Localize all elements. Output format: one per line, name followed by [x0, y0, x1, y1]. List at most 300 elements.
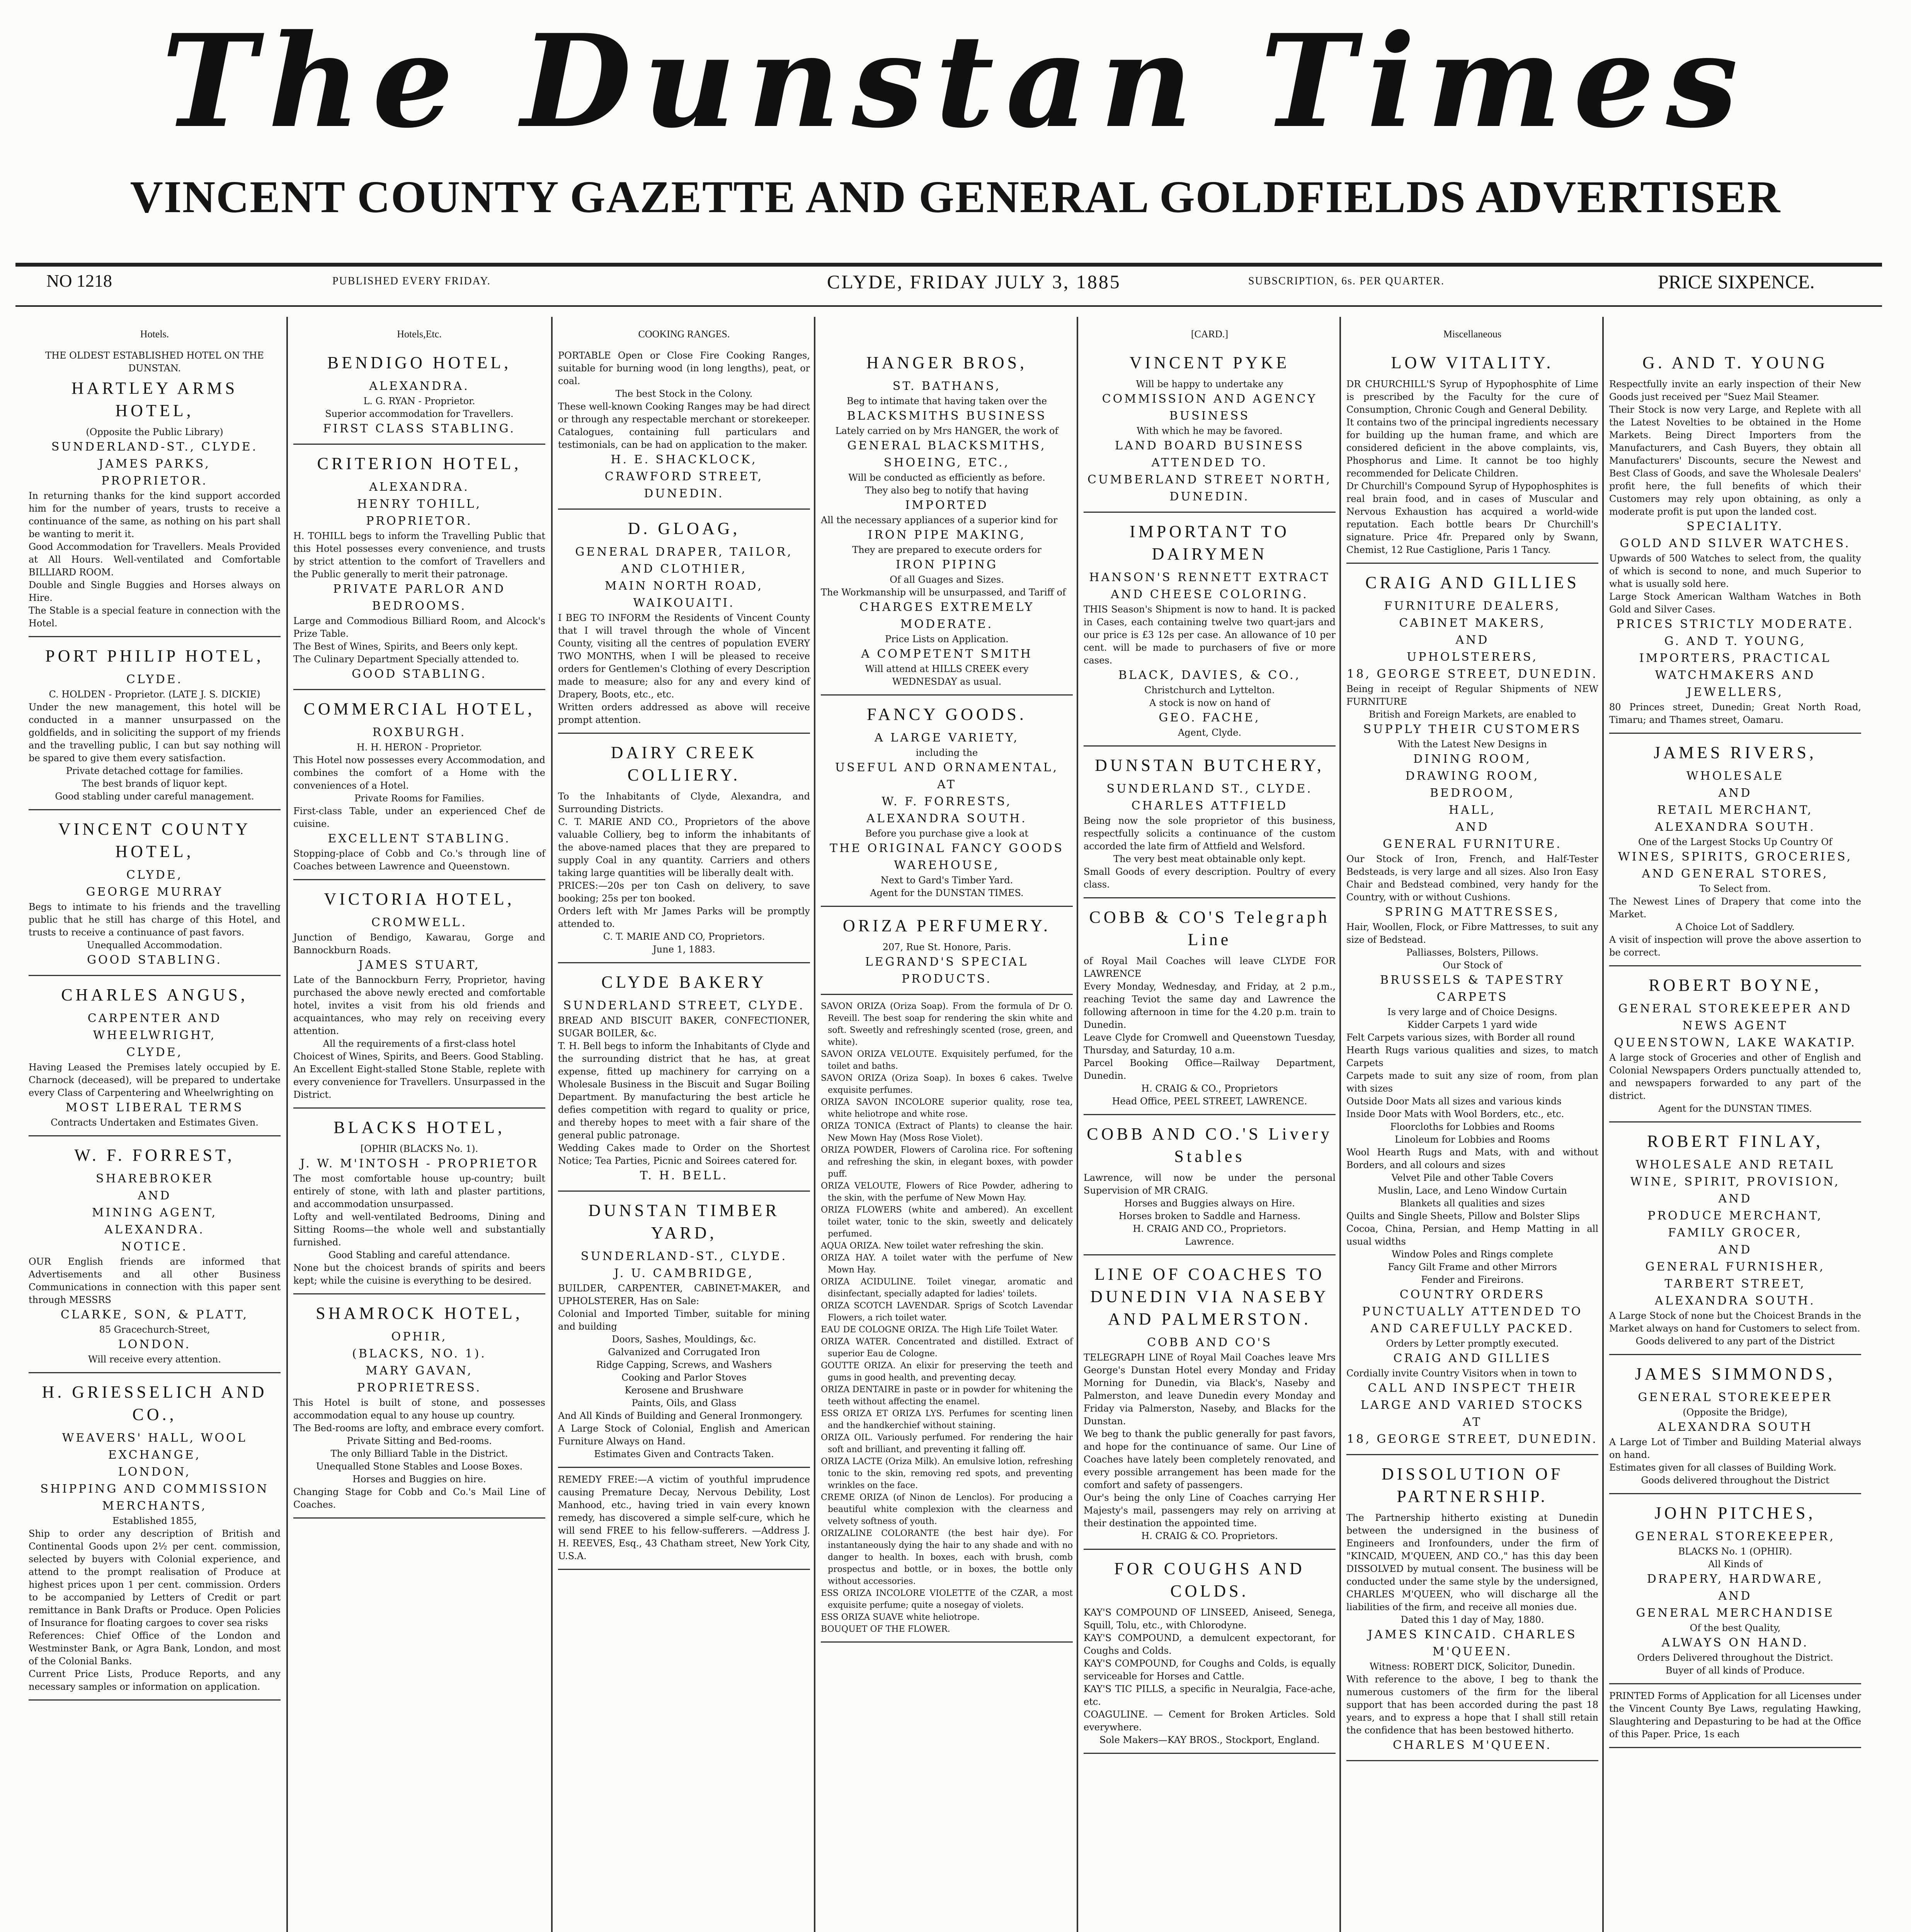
advertisement: [29, 976, 281, 1136]
ad-text: QUEENSTOWN, LAKE WAKATIP.: [1614, 1036, 1857, 1049]
ad-text: TARBERT STREET,: [1664, 1277, 1806, 1291]
ad-text: The Best of Wines, Spirits, and Beers only kept.: [293, 641, 518, 652]
ad-text: C. T. MARIE AND CO., Proprietors of the above valuable Colliery, beg to inform the inhabitants of the above-named places that they are prepared to supply Coal in any quantity. Carriers and others taking large quantities will be liberally dealt with.: [558, 816, 810, 878]
ad-text: AND: [1718, 1243, 1752, 1257]
ad-heading: DUNSTAN BUTCHERY,: [1095, 756, 1324, 775]
ad-text: Wool Hearth Rugs and Mats, with and without Borders, and all colours and sizes: [1346, 1147, 1598, 1170]
ad-heading: ROBERT BOYNE,: [1649, 976, 1822, 995]
ad-text: Unequalled Stone Stables and Loose Boxes.: [316, 1461, 523, 1472]
ad-text: Respectfully invite an early inspection of their New Goods just received per "Suez Mail Steamer.: [1609, 379, 1861, 402]
ad-text: REMEDY FREE:—A victim of youthful imprudence causing Premature Decay, Nervous Debility, Lost Manhood, etc., having tried in vain every known remedy, has discovered a simple self-cure, which he will send FREE to his fellow-sufferers. —Address J. H. REEVES, Esq., 43 Chatham street, New York City, U.S.A.: [558, 1474, 810, 1561]
ad-text: GENERAL FURNISHER,: [1645, 1260, 1825, 1274]
column-header: [CARD.]: [1191, 328, 1229, 340]
ad-text: SPRING MATTRESSES,: [1385, 905, 1560, 919]
product-item: ESS ORIZA SUAVE white heliotrope.: [821, 1612, 980, 1622]
ad-text: FURNITURE DEALERS,: [1384, 599, 1561, 613]
ad-text: H. H. HERON - Proprietor.: [356, 742, 482, 753]
ad-text: T. H. BELL.: [640, 1169, 728, 1182]
ad-text: CRAWFORD STREET,: [604, 470, 764, 483]
column-1: [23, 325, 286, 1932]
ad-text: CABINET MAKERS,: [1399, 616, 1546, 630]
ad-text: (Opposite the Public Library): [86, 427, 223, 437]
product-item: ORIZA WATER. Concentrated and distilled. Extract of superior Eau de Cologne.: [821, 1337, 1073, 1359]
ad-text: Blankets all qualities and sizes: [1400, 1198, 1545, 1209]
advertisement: [1084, 1255, 1336, 1550]
ad-text: BLACKS No. 1 (OPHIR).: [1678, 1546, 1792, 1557]
ad-text: CHARLES ATTFIELD: [1131, 799, 1288, 813]
subscription-price: SUBSCRIPTION, 6s. PER QUARTER.: [1248, 275, 1445, 287]
ad-heading: JOHN PITCHES,: [1654, 1503, 1816, 1522]
issue-date: CLYDE, FRIDAY JULY 3, 1885: [827, 271, 1121, 293]
ad-text: [OPHIR (BLACKS No. 1).: [360, 1143, 478, 1154]
ad-text: ST. BATHANS,: [892, 379, 1001, 393]
column-rule: [551, 317, 553, 1932]
ad-text: Private Sitting and Bed-rooms.: [347, 1435, 492, 1446]
ad-text: The Bed-rooms are lofty, and embrace every comfort.: [293, 1423, 545, 1434]
advertisement: [1609, 734, 1861, 966]
ad-text: C. HOLDEN - Proprietor. (LATE J. S. DICKIE): [49, 689, 260, 700]
ad-text: SPECIALITY.: [1686, 520, 1784, 533]
ad-heading: LOW VITALITY.: [1391, 353, 1554, 372]
ad-text: Inside Door Mats with Wool Borders, etc., etc.: [1346, 1109, 1564, 1119]
ad-text: J. W. M'INTOSH - PROPRIETOR: [300, 1157, 539, 1170]
advertisement: [293, 880, 545, 1109]
ad-text: Colonial and Imported Timber, suitable for mining and building: [558, 1308, 810, 1332]
ad-text: Sole Makers—KAY BROS., Stockport, England.: [1099, 1735, 1320, 1745]
ad-text: PROPRIETOR.: [366, 514, 473, 528]
ad-text: Written orders addressed as above will receive prompt attention.: [558, 702, 810, 725]
ad-text: EXCELLENT STABLING.: [328, 832, 511, 845]
ad-text: Will be happy to undertake any: [1136, 379, 1283, 389]
ad-text: ALEXANDRA SOUTH.: [1655, 1294, 1816, 1308]
ad-text: CHARLES M'QUEEN.: [1393, 1738, 1552, 1752]
ad-text: HANSON'S RENNETT EXTRACT AND CHEESE COLORING.: [1089, 571, 1330, 601]
ad-text: And All Kinds of Building and General Ironmongery.: [558, 1410, 803, 1421]
ad-text: BLACKSMITHS BUSINESS: [847, 409, 1047, 423]
masthead: [0, 0, 1911, 294]
advertisement: [1609, 966, 1861, 1122]
ad-text: I BEG TO INFORM the Residents of Vincent County that I will travel through the whole of Vincent County, visiting all the centres of population EVERY TWO MONTHS, when I will be pleased to receive orders for Gentlemen's Clothing of every Description made to measure; also for any and every kind of Drapery, Boots, etc., etc.: [558, 612, 810, 700]
ad-text: ALEXANDRA SOUTH: [1657, 1420, 1813, 1434]
advertisement: [1084, 1115, 1336, 1255]
advertisement: [1609, 344, 1861, 734]
advertisement: [293, 690, 545, 880]
ad-text: Felt Carpets various sizes, with Border all round: [1346, 1032, 1575, 1043]
ad-text: These well-known Cooking Ranges may be had direct or through any respectable merchant or storekeeper. Catalogues, containing full particulars and testimonials, can be had on application to the maker.: [558, 401, 810, 450]
product-item: ORIZA VELOUTE, Flowers of Rice Powder, adhering to the skin, with the perfume of New Mown Hay.: [821, 1181, 1073, 1203]
ad-text: Cordially invite Country Visitors when in town to: [1346, 1368, 1577, 1379]
ad-text: One of the Largest Stocks Up Country Of: [1638, 837, 1832, 847]
ad-text: Carpets made to suit any size of room, from plan with sizes: [1346, 1070, 1598, 1094]
ad-text: AND: [1718, 1192, 1752, 1206]
ad-text: UPHOLSTERERS,: [1407, 650, 1538, 664]
ad-text: Agent for the DUNSTAN TIMES.: [870, 888, 1024, 898]
ad-text: DRAPERY, HARDWARE,: [1647, 1572, 1824, 1586]
column-rule: [286, 317, 288, 1932]
product-item: ORIZA DENTAIRE in paste or in powder for whitening the teeth without affecting the enamel.: [821, 1385, 1073, 1406]
ad-text: Cooking and Parlor Stoves: [621, 1372, 747, 1383]
ad-text: Horses and Buggies on hire.: [352, 1474, 486, 1485]
ad-text: A COMPETENT SMITH: [861, 647, 1033, 661]
ad-text: CROMWELL.: [371, 916, 467, 929]
ad-heading: DISSOLUTION OF PARTNERSHIP.: [1381, 1464, 1564, 1506]
ad-text: With which he may be favored.: [1137, 425, 1283, 436]
ad-text: None but the choicest brands of spirits and beers kept; while the cuisine is everything to be desired.: [293, 1262, 545, 1286]
ad-text: All the necessary appliances of a superior kind for: [821, 515, 1058, 526]
ad-text: WINES, SPIRITS, GROCERIES, AND GENERAL STORES,: [1618, 850, 1853, 881]
ad-text: June 1, 1883.: [653, 944, 715, 955]
ad-text: KAY'S TIC PILLS, a specific in Neuralgia, Face-ache, etc.: [1084, 1684, 1336, 1707]
ad-text: Dr Churchill's Compound Syrup of Hypophosphites is real brain food, and in cases of Muscular and Nervous Exhaustion has acquired a world-wide reputation. Each bottle bears Dr Churchill's signature. Price 4fr. Prepared only by Swann, Chemist, 12 Rue Castiglione, Paris 1 Tancy.: [1346, 481, 1598, 555]
ad-text: Ship to order any description of British and Continental Goods upon 2½ per cent. commission, selected by buyers with Colonial experience, and attend to the prompt realisation of Produce at highest prices upon 1 per cent. commission. Orders to be accompanied by Letters of Credit or part remittance in Bank Drafts or Produce. Open Policies of Insurance for floating cargoes to cover sea risks: [29, 1528, 281, 1628]
ad-text: including the: [916, 747, 978, 758]
ad-text: DINING ROOM,: [1413, 752, 1532, 766]
ad-text: AT: [937, 778, 957, 791]
ad-text: JAMES PARKS,: [99, 457, 211, 471]
ad-text: GENERAL STOREKEEPER: [1638, 1391, 1833, 1404]
ad-text: Being now the sole proprietor of this business, respectfully solicits a continuance of the custom accorded the late firm of Attfield and Welsford.: [1084, 815, 1336, 852]
advertisement: [293, 1109, 545, 1294]
ad-text: MAIN NORTH ROAD, WAIKOUAITI.: [605, 579, 763, 610]
column-4: [815, 325, 1078, 1932]
ad-text: H. CRAIG & CO. Proprietors.: [1141, 1531, 1278, 1541]
ad-heading: FANCY GOODS.: [867, 705, 1027, 724]
ad-text: CRAIG AND GILLIES: [1393, 1352, 1552, 1365]
product-item: SAVON ORIZA VELOUTE. Exquisitely perfumed, for the toilet and baths.: [821, 1049, 1073, 1071]
ad-text: The only Billiard Table in the District.: [330, 1448, 508, 1459]
advertisement: [29, 344, 281, 637]
product-item: ORIZA FLOWERS (white and ambered). An excellent toilet water, tonic to the skin, sweetly and delicately perfumed.: [821, 1205, 1073, 1239]
ad-text: H. CRAIG & CO., Proprietors: [1141, 1083, 1278, 1094]
ad-text: L. G. RYAN - Proprietor.: [363, 396, 475, 406]
ad-text: WHOLESALE AND RETAIL: [1635, 1158, 1835, 1172]
advertisement: [1084, 747, 1336, 898]
ad-text: Muslin, Lace, and Leno Window Curtain: [1378, 1185, 1567, 1196]
ad-text: Late of the Bannockburn Ferry, Proprietor, having purchased the above newly erected and comfortable hotel, invites a visit from his old friends and acquaintances, who may rely on receiving every attention.: [293, 975, 545, 1036]
product-item: SAVON ORIZA (Oriza Soap). From the formula of Dr O. Reveill. The best soap for rendering the skin white and soft. Sweetly and refreshingly scented (rose, green, and white).: [821, 1002, 1073, 1047]
ad-text: To the Inhabitants of Clyde, Alexandra, and Surrounding Districts.: [558, 791, 810, 815]
ad-text: Our Stock of Iron, French, and Half-Tester Bedsteads, is very large and all sizes. Also Iron Easy Chair and Bedstead combined, very handy for the Country, with or without Cushions.: [1346, 854, 1598, 903]
ad-text: GENERAL STOREKEEPER AND NEWS AGENT: [1618, 1002, 1852, 1032]
ad-heading: BENDIGO HOTEL,: [327, 353, 512, 372]
ad-text: GEORGE MURRAY: [86, 885, 223, 899]
ad-text: Ridge Capping, Screws, and Washers: [596, 1359, 772, 1370]
ad-text: It contains two of the principal ingredients necessary for building up the human frame, and which are considered deficient in the above complaints, vis, Phosphorus and Lime. It cannot be too highly recommended for Delicate Children.: [1346, 417, 1598, 479]
product-list: [821, 1000, 1073, 1635]
ad-text: CLYDE,: [126, 1046, 183, 1059]
product-item: ORIZA ACIDULINE. Toilet vinegar, aromatic and disinfectant, specially adapted for ladies' toilets.: [821, 1277, 1073, 1299]
column-header: Hotels.: [140, 328, 169, 340]
ad-text: ALEXANDRA.: [369, 379, 470, 393]
ad-text: Wedding Cakes made to Order on the Shortest Notice; Tea Parties, Picnic and Soirees catered for.: [558, 1143, 810, 1166]
ad-text: GENERAL BLACKSMITHS, SHOEING, ETC.,: [847, 439, 1047, 469]
ad-text: JAMES KINCAID. CHARLES M'QUEEN.: [1368, 1628, 1577, 1658]
ad-text: Estimates Given and Contracts Taken.: [594, 1449, 774, 1459]
ad-text: A Large Lot of Timber and Building Material always on hand.: [1609, 1437, 1861, 1460]
ad-heading: COMMERCIAL HOTEL,: [303, 699, 535, 718]
advertisement: [29, 1373, 281, 1701]
product-item: ESS ORIZA INCOLORE VIOLETTE of the CZAR, a most exquisite perfume; quite a nosegay of violets.: [821, 1588, 1073, 1610]
ad-text: The Partnership hitherto existing at Dunedin between the undersigned in the business of Engineers and Ironfounders, under the firm of "KINCAID, M'QUEEN, AND CO.," has this day been DISSOLVED by mutual consent. The business will be conducted under the same style by the undersigned, CHARLES M'QUEEN, who will discharge all the liabilities of the firm, and receive all monies due.: [1346, 1512, 1598, 1612]
ad-text: All Kinds of: [1708, 1559, 1762, 1570]
ad-text: Will be conducted as efficiently as before.: [848, 472, 1045, 483]
ad-text: Lawrence.: [1185, 1236, 1234, 1247]
ad-text: GENERAL FURNITURE.: [1383, 837, 1562, 851]
ad-text: GENERAL MERCHANDISE: [1636, 1606, 1834, 1620]
ad-text: Orders Delivered throughout the District.: [1637, 1652, 1833, 1663]
ad-text: CLARKE, SON, & PLATT,: [60, 1308, 249, 1321]
ad-text: Fancy Gilt Frame and other Mirrors: [1388, 1262, 1557, 1272]
ad-text: IRON PIPE MAKING,: [868, 528, 1026, 542]
advertisement: [558, 1192, 810, 1468]
ad-text: We beg to thank the public generally for past favors, and hope for the continuance of same. Our Line of Coaches have lately been completely renovated, and every possible arrangement has been made for the comfort and safety of passengers.: [1084, 1429, 1336, 1490]
ad-text: A Choice Lot of Saddlery.: [1676, 922, 1795, 932]
ad-text: Leave Clyde for Cromwell and Queenstown Tuesday, Thursday, and Saturday, 10 a.m.: [1084, 1032, 1336, 1056]
ad-text: COBB AND CO'S: [1147, 1336, 1273, 1349]
ad-text: G. AND T. YOUNG,: [1664, 634, 1806, 648]
advertisement: [29, 1136, 281, 1373]
ad-text: T. H. Bell begs to inform the Inhabitants of Clyde and the surrounding district that he has, at great expense, fitted up machinery for carrying on a Wholesale Business in the Biscuit and Sugar Boiling Department. By manufacturing the best article he defies competition with regard to quality or price, and thereby hopes to meet with a fair share of the general public patronage.: [558, 1041, 810, 1141]
ad-text: Our Stock of: [1443, 960, 1502, 971]
ad-text: A stock is now on hand of: [1149, 697, 1270, 708]
ad-text: TELEGRAPH LINE of Royal Mail Coaches leave Mrs George's Dunstan Hotel every Monday and Friday Morning for Dunedin, via Black's, Naseby and Palmerston, and leave Dunedin every Monday and Friday via Palmerston, Naseby, and Blacks for the Dunstan.: [1084, 1352, 1336, 1427]
advertisement: [1084, 513, 1336, 747]
product-item: SAVON ORIZA (Oriza Soap). In boxes 6 cakes. Twelve exquisite perfumes.: [821, 1073, 1073, 1095]
ad-text: Small Goods of every description. Poultry of every class.: [1084, 866, 1336, 890]
column-7: [1604, 325, 1867, 1932]
ad-heading: CRAIG AND GILLIES: [1365, 573, 1579, 592]
ad-text: This Hotel now possesses every Accommodation, and combines the comfort of a Home with the conveniences of a Hotel.: [293, 755, 545, 791]
ad-heading: COBB AND CO.'S Livery Stables: [1087, 1124, 1332, 1166]
ad-heading: COBB & CO'S Telegraph Line: [1089, 908, 1330, 949]
ad-text: (Opposite the Bridge),: [1683, 1407, 1788, 1418]
ad-text: Dated this 1 day of May, 1880.: [1400, 1614, 1544, 1625]
product-item: BOUQUET OF THE FLOWER.: [821, 1624, 950, 1634]
ad-text: Orders left with Mr James Parks will be promptly attended to.: [558, 906, 810, 929]
advertisement: [821, 344, 1073, 696]
ad-text: WEAVERS' HALL, WOOL EXCHANGE,: [62, 1431, 247, 1462]
ad-text: First-class Table, under an experienced Chef de cuisine.: [293, 806, 545, 829]
ad-text: IMPORTED: [905, 498, 989, 512]
ad-text: Will attend at HILLS CREEK every: [865, 663, 1029, 674]
ad-text: H. CRAIG AND CO., Proprietors.: [1133, 1223, 1286, 1234]
ad-text: J. U. CAMBRIDGE,: [614, 1267, 754, 1280]
ad-heading: FOR COUGHS AND COLDS.: [1114, 1559, 1305, 1600]
ad-text: PRIVATE PARLOR AND BEDROOMS.: [333, 582, 505, 613]
product-item: AQUA ORIZA. New toilet water refreshing the skin.: [821, 1241, 1044, 1251]
ad-text: (BLACKS, NO. 1).: [352, 1347, 487, 1361]
ad-text: BUILDER, CARPENTER, CABINET-MAKER, and UPHOLSTERER, Has on Sale:: [558, 1283, 810, 1306]
issue-info-bar: [23, 270, 1882, 305]
ad-text: The most comfortable house up-country; built entirely of stone, with lath and plaster partitions, and accommodation unsurpassed.: [293, 1173, 545, 1209]
advertisement: [1084, 344, 1336, 513]
ad-text: They also beg to notify that having: [865, 485, 1029, 496]
ad-text: H. E. SHACKLOCK,: [611, 453, 757, 466]
ad-heading: VINCENT PYKE: [1129, 353, 1290, 372]
ad-text: Large and Commodious Billiard Room, and Alcock's Prize Table.: [293, 616, 545, 639]
ad-text: The best Stock in the Colony.: [615, 388, 753, 399]
product-item: ORIZA LACTE (Oriza Milk). An emulsive lotion, refreshing tonic to the skin, removing red spots, and preventing wrinkles on the face.: [821, 1457, 1073, 1490]
ad-text: Outside Door Mats all sizes and various kinds: [1346, 1096, 1562, 1107]
ad-text: Galvanized and Corrugated Iron: [608, 1347, 760, 1357]
column-3: [553, 325, 815, 1932]
column-6: [1341, 325, 1604, 1932]
column-2: [288, 325, 551, 1932]
ad-text: LEGRAND'S SPECIAL PRODUCTS.: [865, 955, 1029, 986]
advertisement: [1346, 1455, 1598, 1761]
info-rule: [15, 305, 1882, 307]
ad-text: Will receive every attention.: [88, 1354, 221, 1365]
ad-text: SHAREBROKER: [96, 1172, 213, 1185]
product-item: ORIZA HAY. A toilet water with the perfume of New Mown Hay.: [821, 1253, 1073, 1275]
ad-text: RETAIL MERCHANT,: [1657, 803, 1813, 817]
ad-text: They are prepared to execute orders for: [852, 544, 1041, 555]
ad-text: Buyer of all kinds of Produce.: [1665, 1665, 1805, 1676]
ad-heading: H. GRIESSELICH AND CO.,: [42, 1383, 267, 1424]
ad-text: Beg to intimate that having taken over the: [846, 396, 1047, 406]
ad-text: PRICES:—20s per ton Cash on delivery, to save booking; 25s per ton booked.: [558, 880, 810, 904]
ad-text: Goods delivered to any part of the District: [1635, 1336, 1835, 1347]
ad-text: Window Poles and Rings complete: [1392, 1249, 1553, 1260]
ad-text: ALEXANDRA.: [104, 1223, 205, 1236]
ad-text: A visit of inspection will prove the above assertion to be correct.: [1609, 934, 1861, 958]
ad-text: BLACK, DAVIES, & CO.,: [1118, 668, 1301, 682]
ad-text: Goods delivered throughout the District: [1641, 1475, 1829, 1486]
ad-text: COMMISSION AND AGENCY BUSINESS: [1102, 392, 1317, 423]
ad-text: MINING AGENT,: [92, 1206, 218, 1219]
ad-text: Large Stock American Waltham Watches in Both Gold and Silver Cases.: [1609, 591, 1861, 615]
ad-text: SHIPPING AND COMMISSION MERCHANTS,: [40, 1482, 269, 1513]
ad-text: PRINTED Forms of Application for all Licenses under the Vincent County Bye Laws, regulating Hawking, Slaughtering and Depasturing to be had at the Office of this Paper. Price, 1s each: [1609, 1690, 1861, 1740]
ad-text: Private detached cottage for families.: [66, 765, 243, 776]
ad-text: BREAD AND BISCUIT BAKER, CONFECTIONER, SUGAR BOILER, &c.: [558, 1015, 810, 1039]
advertisement: [558, 963, 810, 1192]
ad-text: WEDNESDAY as usual.: [892, 676, 1002, 687]
ad-heading: CHARLES ANGUS,: [61, 985, 248, 1004]
ad-text: ALWAYS ON HAND.: [1661, 1636, 1809, 1650]
ad-text: SUNDERLAND-ST., CLYDE.: [580, 1250, 788, 1263]
product-item: ORIZA TONICA (Extract of Plants) to cleanse the hair. New Mown Hay (Moss Rose Violet).: [821, 1121, 1073, 1143]
column-rule: [814, 317, 815, 1932]
product-item: ORIZA SAVON INCOLORE superior quality, rose tea, white heliotrope and white rose.: [821, 1097, 1073, 1119]
ad-text: CALL AND INSPECT THEIR: [1368, 1381, 1577, 1395]
ad-text: GOLD AND SILVER WATCHES.: [1620, 537, 1851, 550]
ad-text: Floorcloths for Lobbies and Rooms: [1390, 1121, 1555, 1132]
ad-text: CARPENTER AND WHEELWRIGHT,: [87, 1012, 222, 1042]
ad-text: Velvet Pile and other Table Covers: [1391, 1172, 1554, 1183]
ad-text: BEDROOM,: [1429, 786, 1515, 800]
column-header: [821, 325, 1073, 344]
advertisement: [1609, 1355, 1861, 1494]
ad-text: The best brands of liquor kept.: [82, 778, 228, 789]
ad-heading: SHAMROCK HOTEL,: [316, 1304, 523, 1323]
ad-heading: DUNSTAN TIMBER YARD,: [588, 1201, 780, 1242]
ad-text: THE OLDEST ESTABLISHED HOTEL ON THE DUNSTAN.: [45, 350, 264, 374]
ad-text: Begs to intimate to his friends and the travelling public that he still has charge of this Hotel, and trusts to receive a continuance of past favors.: [29, 901, 281, 938]
ad-text: Upwards of 500 Watches to select from, the quality of which is second to none, and much Superior to what is usually sold here.: [1609, 553, 1861, 589]
column-rule: [1339, 317, 1341, 1932]
column-header: Miscellaneous: [1443, 328, 1502, 340]
publication-frequency: PUBLISHED EVERY FRIDAY.: [332, 275, 491, 287]
ad-text: NOTICE.: [121, 1240, 188, 1253]
ad-text: GEO. FACHE,: [1159, 711, 1261, 724]
ad-text: Price Lists on Application.: [885, 634, 1009, 645]
ad-heading: CLYDE BAKERY: [601, 973, 767, 992]
ad-text: Palliasses, Bolsters, Pillows.: [1406, 947, 1539, 958]
ad-heading: IMPORTANT TO DAIRYMEN: [1130, 522, 1290, 563]
ad-text: In returning thanks for the kind support accorded him for the number of years, trusts to receive a continuance of the same, as nothing on his part shall be wanting to merit it.: [29, 490, 281, 539]
ad-text: OPHIR,: [391, 1330, 448, 1344]
ad-text: Hearth Rugs various qualities and sizes, to match Carpets: [1346, 1045, 1598, 1068]
ad-text: HALL,: [1448, 803, 1496, 817]
ad-text: The Stable is a special feature in connection with the Hotel.: [29, 605, 281, 629]
ad-text: ALEXANDRA.: [369, 480, 470, 494]
ad-text: Their Stock is now very Large, and Replete with all the Latest Novelties to be obtained in the Home Markets. Being Direct Importers from the Manufacturers, and Cash Buyers, they obtain all Manufacturers' Discounts, secure the Newest and Best Class of Goods, and save the Wholesale Dealers' profit here, the full benefits of which their Customers may rely upon obtaining, as only a moderate profit is put upon the landed cost.: [1609, 404, 1861, 517]
ad-text: The Newest Lines of Drapery that come into the Market.: [1609, 896, 1861, 920]
ad-text: 18, GEORGE STREET, DUNEDIN.: [1347, 667, 1598, 681]
ad-text: COAGULINE. — Cement for Broken Articles. Sold everywhere.: [1084, 1709, 1336, 1733]
ad-text: Junction of Bendigo, Kawarau, Gorge and Bannockburn Roads.: [293, 932, 545, 956]
product-item: CREME ORIZA (of Ninon de Lenclos). For producing a beautiful white complexion with the clearness and velvety softness of youth.: [821, 1493, 1073, 1526]
column-rule: [1602, 317, 1604, 1932]
ad-text: GENERAL STOREKEEPER,: [1635, 1530, 1835, 1543]
ad-text: ROXBURGH.: [372, 726, 466, 739]
ad-text: Good Stabling and careful attendance.: [328, 1250, 511, 1260]
ad-text: Of the best Quality,: [1690, 1622, 1781, 1633]
ad-text: CHARGES EXTREMELY MODERATE.: [859, 600, 1035, 631]
ad-text: A LARGE VARIETY,: [875, 731, 1019, 745]
ad-text: Lawrence, will now be under the personal Supervision of MR CRAIG.: [1084, 1172, 1336, 1196]
ad-heading: VICTORIA HOTEL,: [324, 889, 515, 908]
ad-heading: PORT PHILIP HOTEL,: [45, 646, 264, 665]
ad-text: PORTABLE Open or Close Fire Cooking Ranges, suitable for burning wood (in long lengths), peat, or coal.: [558, 350, 810, 386]
ad-text: Lofty and well-ventilated Bedrooms, Dining and Sitting Rooms—the whole well and substantially furnished.: [293, 1211, 545, 1248]
ad-text: Next to Gard's Timber Yard.: [880, 875, 1013, 886]
column-header: Hotels,Etc.: [397, 328, 442, 340]
ad-heading: W. F. FORREST,: [74, 1146, 235, 1165]
ad-text: A Large Stock of none but the Choicest Brands in the Market always on hand for Customers to select from.: [1609, 1310, 1861, 1334]
ad-text: H. TOHILL begs to inform the Travelling Public that this Hotel possesses every convenience, and trusts by strict attention to the comfort of Travellers and the Public generally to merit their patronage.: [293, 531, 545, 580]
ad-text: IMPORTERS, PRACTICAL WATCHMAKERS AND JEWELLERS,: [1639, 651, 1831, 699]
ad-text: GOOD STABLING.: [352, 667, 487, 681]
ad-text: Before you purchase give a look at: [865, 828, 1029, 839]
ad-text: JAMES STUART,: [358, 958, 480, 972]
ad-text: To Select from.: [1699, 883, 1771, 894]
column-header: COOKING RANGES.: [638, 328, 730, 340]
newspaper-subtitle: VINCENT COUNTY GAZETTE AND GENERAL GOLDFIELDS ADVERTISER: [130, 172, 1781, 222]
ad-text: The very best meat obtainable only kept.: [1113, 854, 1306, 864]
ad-text: SUNDERLAND STREET, CLYDE.: [563, 999, 805, 1012]
issue-number: NO 1218: [46, 271, 112, 291]
ad-text: Agent, Clyde.: [1178, 727, 1242, 738]
ad-text: Good stabling under careful management.: [55, 791, 254, 802]
ad-text: Choicest of Wines, Spirits, and Beers. Good Stabling.: [293, 1051, 544, 1062]
ad-text: 80 Princes street, Dunedin; Great North Road, Timaru; and Thames street, Oamaru.: [1609, 702, 1861, 725]
ad-text: AND: [1455, 820, 1489, 834]
ad-text: PRODUCE MERCHANT,: [1647, 1209, 1823, 1223]
advertisement: [1346, 344, 1598, 564]
ad-text: KAY'S COMPOUND OF LINSEED, Aniseed, Senega, Squill, Tolu, etc., with Chlorodyne.: [1084, 1607, 1336, 1631]
masthead-rule: [15, 263, 1882, 267]
ad-heading: CRITERION HOTEL,: [317, 454, 522, 473]
ad-text: BRUSSELS & TAPESTRY CARPETS: [1380, 973, 1565, 1004]
ad-text: CLYDE.: [126, 673, 183, 686]
advertisement: [558, 1468, 810, 1570]
ad-text: PROPRIETRESS.: [357, 1381, 482, 1395]
product-item: ESS ORIZA ET ORIZA LYS. Perfumes for scenting linen and the handkerchief without staining.: [821, 1409, 1073, 1430]
advertisement: [1609, 1122, 1861, 1355]
ad-text: A Large Stock of Colonial, English and American Furniture Always on Hand.: [558, 1423, 810, 1447]
